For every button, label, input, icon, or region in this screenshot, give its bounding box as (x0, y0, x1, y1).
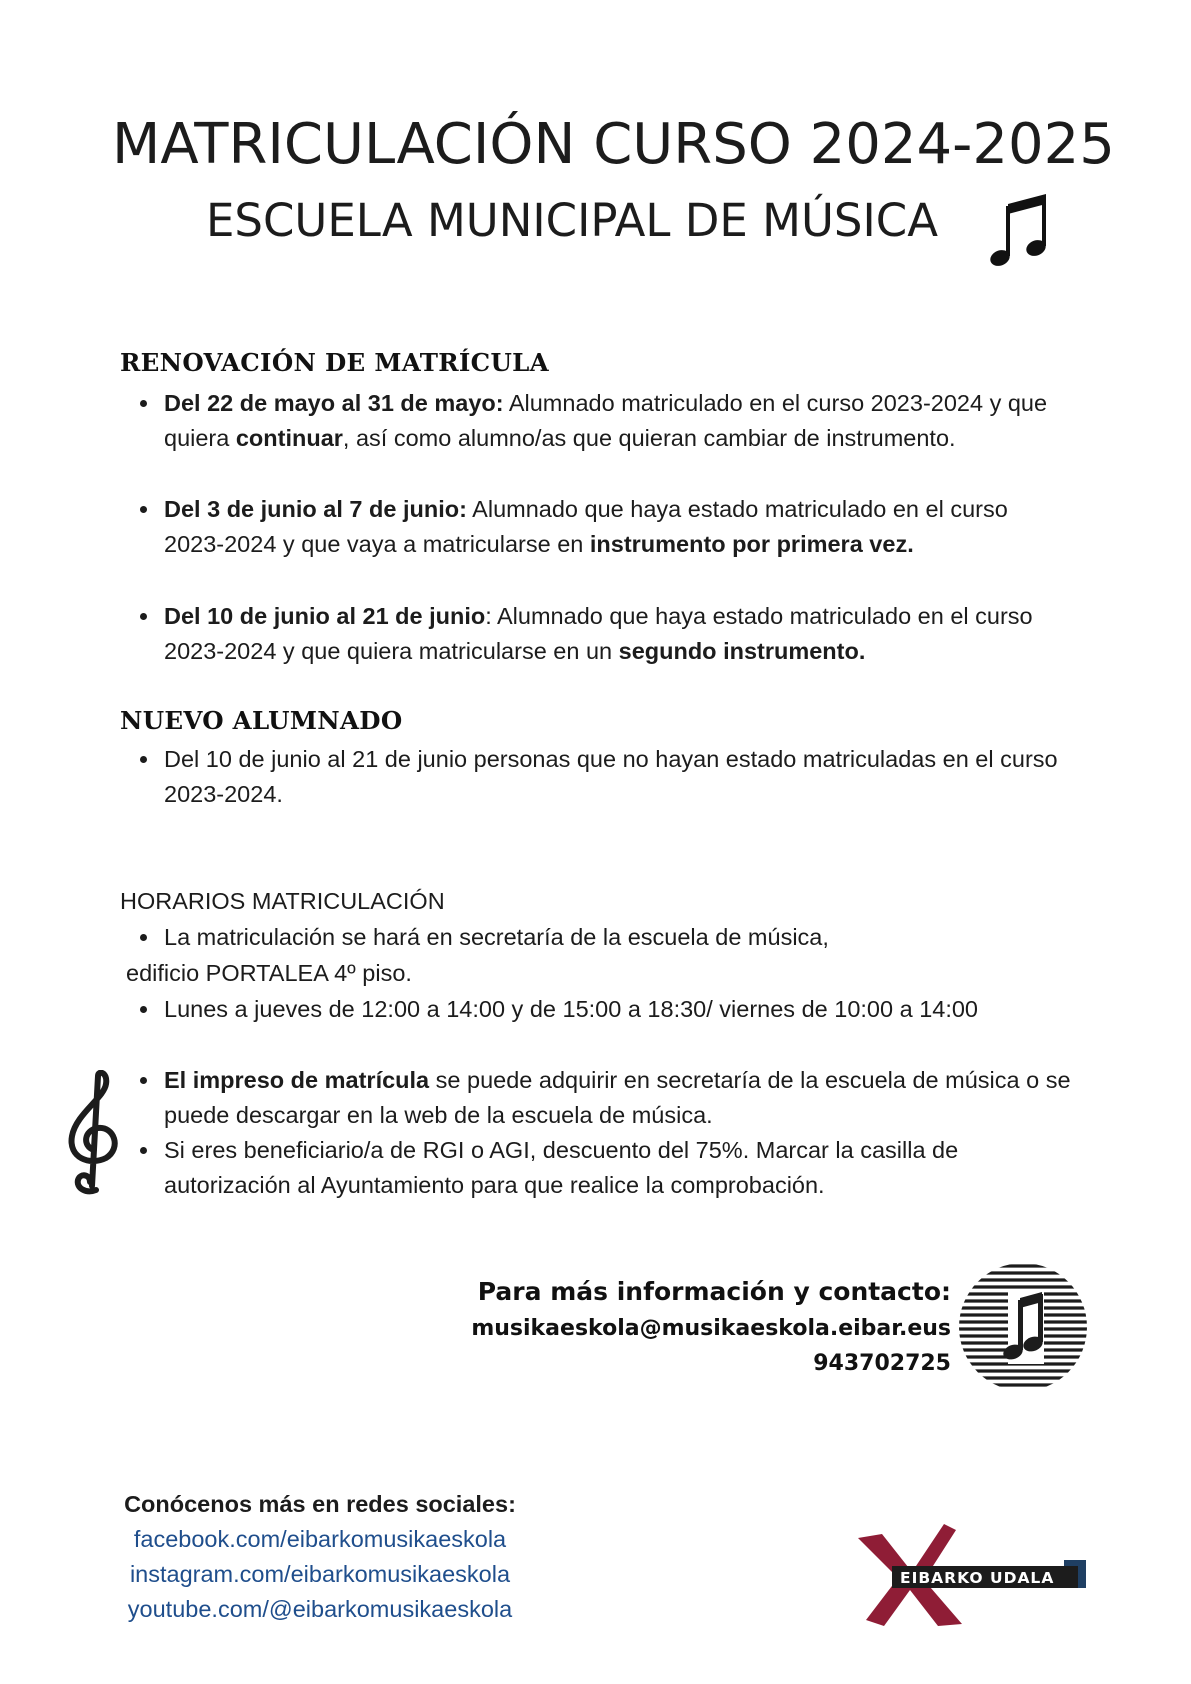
music-disc-icon (958, 1262, 1088, 1392)
nuevo-list (136, 742, 1066, 812)
list-item: Del 3 de junio al 7 de junio: Alumnado que haya estado matriculado en el curso 2023-2024 y que vaya a matricularse en instrumento por primera vez. (136, 492, 1046, 562)
list-item: El impreso de matrícula se puede adquirir en secretaría de la escuela de música o se puede descargar en la web de la escuela de música. (136, 1063, 1076, 1133)
contact-email[interactable]: musikaeskola@musikaeskola.eibar.eus (471, 1316, 951, 1341)
horarios-item-continuation: edificio PORTALEA 4º piso. (126, 960, 412, 986)
list-item: Si eres beneficiario/a de RGI o AGI, descuento del 75%. Marcar la casilla de autorización al Ayuntamiento para que realice la comprobación. (136, 1133, 1076, 1203)
page-subtitle: ESCUELA MUNICIPAL DE MÚSICA (206, 194, 938, 247)
eibarko-udala-logo (852, 1520, 1092, 1630)
nuevo-heading: NUEVO ALUMNADO (120, 706, 403, 735)
horarios-list (136, 920, 1036, 955)
info-list (136, 1063, 1076, 1203)
instagram-link[interactable]: instagram.com/eibarkomusikaeskola (129, 1561, 511, 1587)
list-item: Lunes a jueves de 12:00 a 14:00 y de 15:00 a 18:30/ viernes de 10:00 a 14:00 (136, 992, 1136, 1027)
renovacion-heading: RENOVACIÓN DE MATRÍCULA (120, 348, 549, 377)
list-item: Del 22 de mayo al 31 de mayo: Alumnado matriculado en el curso 2023-2024 y que quiera continuar, así como alumno/as que quieran cambiar de instrumento. (136, 386, 1096, 456)
list-item: Del 10 de junio al 21 de junio: Alumnado que haya estado matriculado en el curso 2023-2024 y que quiera matricularse en un segundo instrumento. (136, 599, 1072, 669)
social-block (100, 1487, 540, 1627)
music-note-icon (990, 192, 1052, 270)
treble-clef-icon (62, 1070, 126, 1196)
contact-heading: Para más información y contacto: (477, 1277, 951, 1306)
horarios-heading: HORARIOS MATRICULACIÓN (120, 888, 445, 914)
page-title: MATRICULACIÓN CURSO 2024-2025 (112, 112, 1115, 177)
renovacion-list-3 (136, 599, 1072, 669)
facebook-link[interactable]: facebook.com/eibarkomusikaeskola (133, 1526, 507, 1552)
horarios-list-2 (136, 992, 1136, 1027)
youtube-link[interactable]: youtube.com/@eibarkomusikaeskola (127, 1596, 513, 1622)
list-item: Del 10 de junio al 21 de junio personas que no hayan estado matriculadas en el curso 2023-2024. (136, 742, 1066, 812)
social-heading: Conócenos más en redes sociales: (124, 1491, 516, 1517)
list-item: La matriculación se hará en secretaría de la escuela de música, (136, 920, 1036, 955)
logo-text: EIBARKO UDALA (900, 1569, 1055, 1587)
renovacion-list-2 (136, 492, 1046, 562)
renovacion-list (136, 386, 1096, 456)
contact-phone[interactable]: 943702725 (813, 1351, 951, 1376)
contact-block (471, 1273, 951, 1381)
